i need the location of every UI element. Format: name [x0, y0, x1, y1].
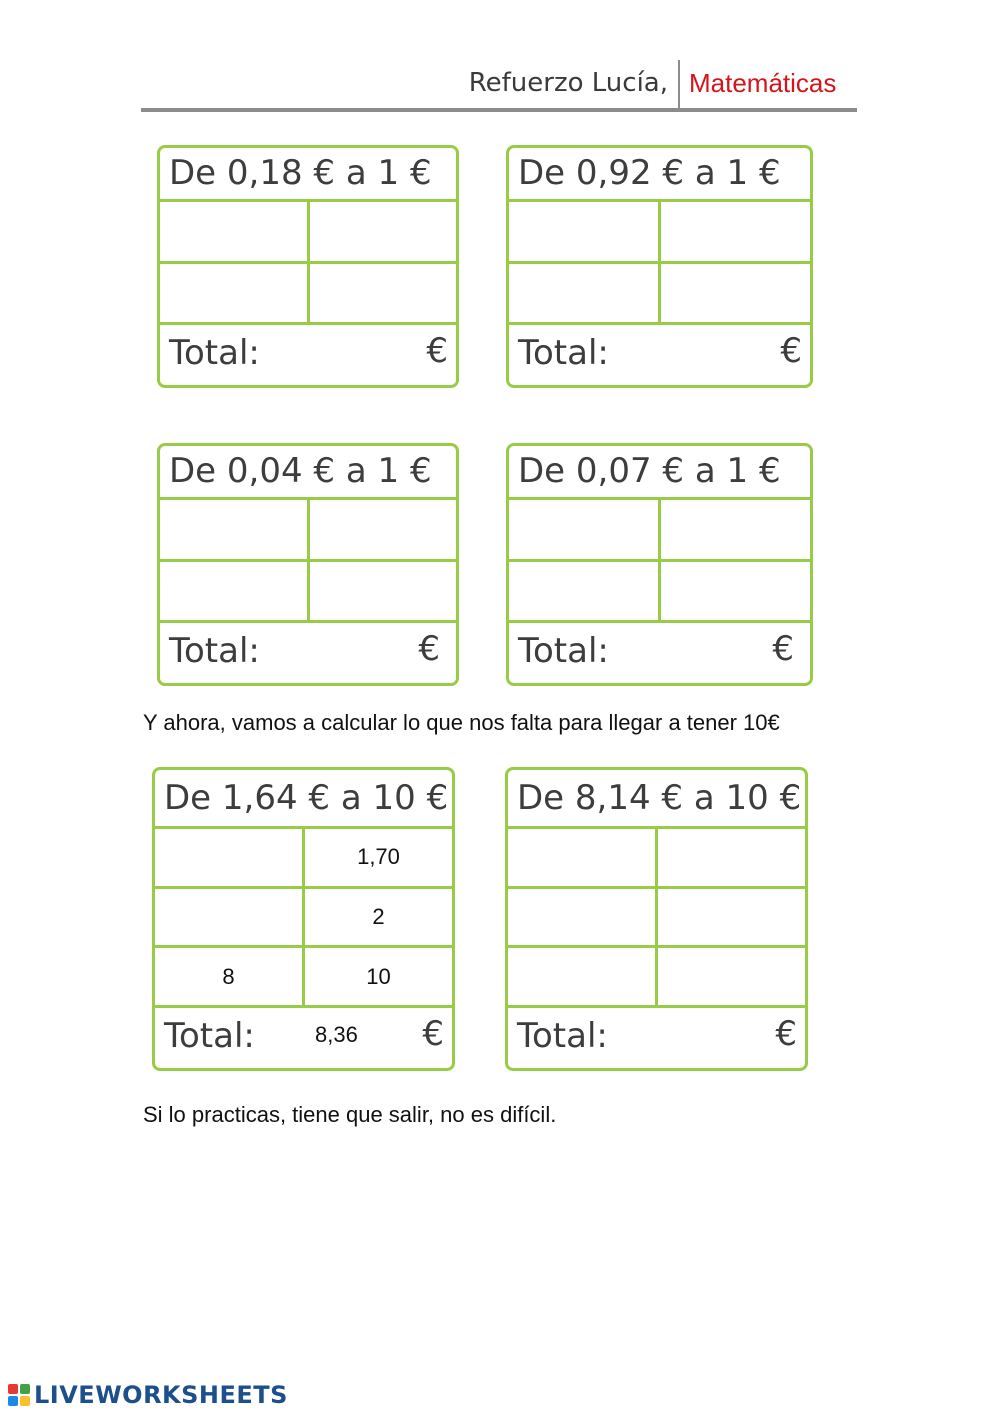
- total-label: Total:: [169, 333, 260, 373]
- header-subject: Matemáticas: [689, 68, 837, 98]
- liveworksheets-logo[interactable]: [8, 1380, 288, 1410]
- card-title: De 0,18 € a 1 €: [160, 148, 456, 202]
- card-title: De 1,64 € a 10 €: [155, 770, 452, 829]
- answer-cell[interactable]: 1,70: [357, 844, 400, 870]
- answer-cell[interactable]: [310, 264, 457, 323]
- card-row: [509, 264, 810, 326]
- card-total[interactable]: [509, 325, 810, 385]
- exercise-card-1: [157, 145, 459, 388]
- answer-cell[interactable]: [160, 500, 310, 559]
- euro-sign: €: [418, 629, 440, 669]
- answer-cell[interactable]: [661, 202, 810, 261]
- card-total[interactable]: [160, 325, 456, 385]
- euro-sign: €: [775, 1014, 797, 1055]
- card-title: De 0,04 € a 1 €: [160, 446, 456, 500]
- answer-cell[interactable]: [160, 202, 310, 261]
- answer-cell[interactable]: [658, 889, 805, 946]
- euro-sign: €: [422, 1014, 444, 1055]
- exercise-card-5: [152, 767, 455, 1071]
- card-row: [508, 948, 805, 1008]
- exercise-card-4: [506, 443, 813, 686]
- card-total[interactable]: [160, 623, 456, 683]
- card-row: [508, 829, 805, 889]
- card-row: [155, 889, 452, 949]
- card-row: [155, 948, 452, 1008]
- exercise-card-6: [505, 767, 808, 1071]
- card-row: [160, 264, 456, 326]
- logo-square-red: [8, 1384, 18, 1394]
- card-row: [509, 562, 810, 624]
- answer-cell[interactable]: [160, 562, 310, 621]
- instruction-text: Y ahora, vamos a calcular lo que nos falta para llegar a tener 10€: [143, 710, 780, 735]
- euro-sign: €: [772, 629, 794, 669]
- answer-cell[interactable]: [509, 264, 661, 323]
- answer-cell[interactable]: [310, 562, 457, 621]
- answer-cell[interactable]: [310, 202, 457, 261]
- answer-cell[interactable]: [658, 948, 805, 1005]
- logo-square-yellow: [20, 1396, 30, 1406]
- card-title: De 0,92 € a 1 €: [509, 148, 810, 202]
- card-title: De 0,07 € a 1 €: [509, 446, 810, 500]
- closing-text: Si lo practicas, tiene que salir, no es difícil.: [143, 1102, 557, 1127]
- card-row: [160, 562, 456, 624]
- euro-sign: €: [426, 331, 448, 371]
- header-separator: [678, 60, 680, 110]
- total-value[interactable]: 8,36: [315, 1022, 358, 1048]
- answer-cell[interactable]: [160, 264, 310, 323]
- card-total[interactable]: [509, 623, 810, 683]
- logo-square-blue: [8, 1396, 18, 1406]
- answer-cell[interactable]: [508, 948, 658, 1005]
- answer-cell[interactable]: [661, 500, 810, 559]
- header-student-name: Refuerzo Lucía,: [468, 68, 668, 98]
- total-label: Total:: [517, 1016, 608, 1057]
- answer-cell[interactable]: [508, 889, 658, 946]
- answer-cell[interactable]: 8: [155, 948, 305, 1005]
- total-label: Total:: [518, 631, 609, 671]
- exercise-card-3: [157, 443, 459, 686]
- card-row: [155, 829, 452, 889]
- answer-cell[interactable]: 2: [372, 904, 385, 929]
- answer-cell[interactable]: [310, 500, 457, 559]
- header-rule: [141, 108, 857, 112]
- card-total[interactable]: [155, 1008, 452, 1068]
- euro-sign: €: [780, 331, 802, 371]
- card-row: [508, 889, 805, 949]
- answer-cell[interactable]: [155, 889, 305, 946]
- card-total[interactable]: [508, 1008, 805, 1068]
- answer-cell[interactable]: [509, 500, 661, 559]
- total-label: Total:: [169, 631, 260, 671]
- card-row: [509, 202, 810, 264]
- answer-cell[interactable]: [508, 829, 658, 886]
- answer-cell[interactable]: [658, 829, 805, 886]
- answer-cell[interactable]: [661, 562, 810, 621]
- logo-square-green: [20, 1384, 30, 1394]
- header: [0, 58, 1000, 112]
- exercise-card-2: [506, 145, 813, 388]
- logo-text: LIVEWORKSHEETS: [34, 1381, 288, 1409]
- answer-cell[interactable]: [509, 562, 661, 621]
- total-label: Total:: [518, 333, 609, 373]
- answer-cell[interactable]: 10: [366, 963, 391, 989]
- logo-icon: [8, 1384, 30, 1406]
- total-label: Total:: [164, 1016, 255, 1057]
- card-title: De 8,14 € a 10 €: [508, 770, 805, 829]
- card-row: [160, 202, 456, 264]
- answer-cell[interactable]: [509, 202, 661, 261]
- card-row: [509, 500, 810, 562]
- answer-cell[interactable]: [155, 829, 305, 886]
- card-row: [160, 500, 456, 562]
- answer-cell[interactable]: [661, 264, 810, 323]
